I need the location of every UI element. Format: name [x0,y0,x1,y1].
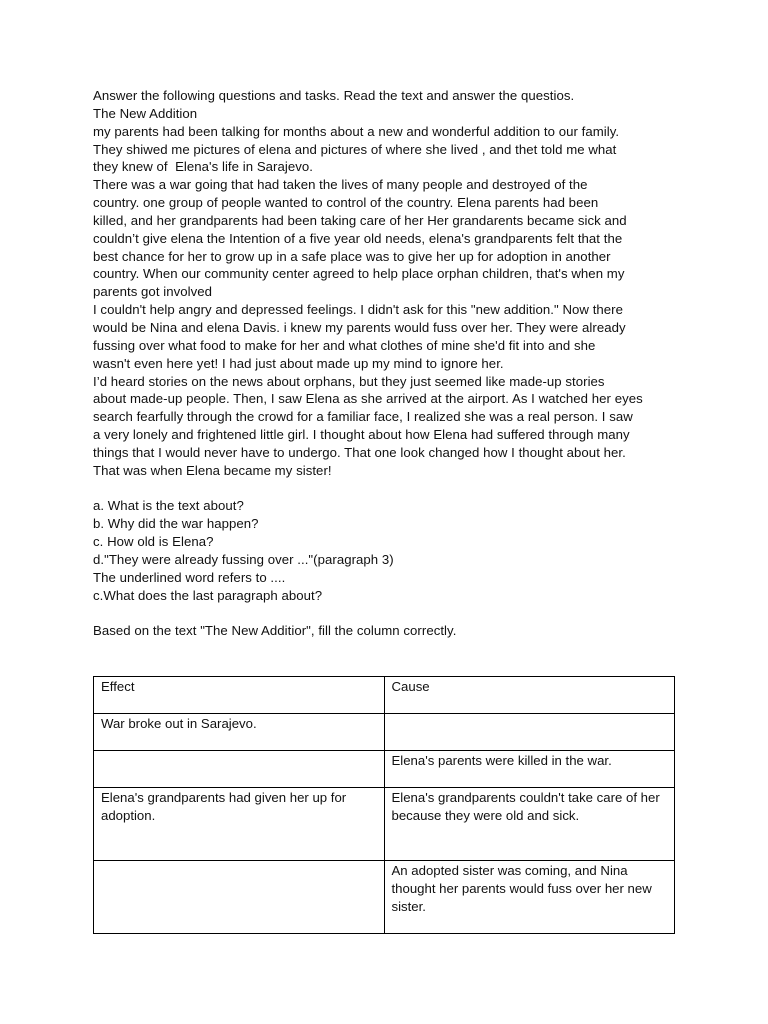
text-line: I’d heard stories on the news about orphans, but they just seemed like made-up stories [93,373,605,389]
paragraph-2 [93,176,683,301]
text-line: killed, and her grandparents had been taking care of her Her grandarents became sick and [93,212,627,228]
cause-cell: Elena's parents were killed in the war. [384,751,675,788]
table-instruction: Based on the text "The New Additior", fill the column correctly. [93,623,457,639]
text-line: a very lonely and frightened little girl. I thought about how Elena had suffered through many [93,427,630,443]
text-line: fussing over what food to make for her and what clothes of mine she'd fit into and she [93,337,596,353]
text-line: my parents had been talking for months about a new and wonderful addition to our family. [93,123,620,139]
question-item: b. Why did the war happen? [93,516,259,532]
cause-cell: An adopted sister was coming, and Nina thought her parents would fuss over her new sister. [384,861,675,934]
header-cause: Cause [384,677,675,714]
table-row [94,861,675,934]
text-line: They shiwed me pictures of elena and pictures of where she lived , and thet told me what [93,141,617,157]
table-row [94,714,675,751]
questions-list [93,497,683,604]
text-line: things that I would never have to undergo. That one look changed how I thought about her. [93,444,626,460]
question-item: c.What does the last paragraph about? [93,587,323,603]
table-row [94,751,675,788]
spacer [93,604,683,622]
question-item: The underlined word refers to .... [93,569,286,585]
text-line: about made-up people. Then, I saw Elena as she arrived at the airport. As I watched her eyes [93,391,643,407]
effect-cell: War broke out in Sarajevo. [94,714,385,751]
text-line: There was a war going that had taken the lives of many people and destroyed of the [93,177,588,193]
text-line: best chance for her to grow up in a safe place was to give her up for adoption in another [93,248,611,264]
cause-cell-text: Elena's grandparents couldn't take care of her because they were old and sick. [391,790,660,823]
cause-effect-table [93,676,675,934]
document-body [93,87,683,640]
table-row [94,788,675,861]
header-effect: Effect [94,677,385,714]
text-line: they knew of Elena's life in Sarajevo. [93,159,313,175]
question-item: c. How old is Elena? [93,534,214,550]
text-line: couldn’t give elena the Intention of a five year old needs, elena's grandparents felt that the [93,230,623,246]
paragraph-4 [93,373,683,480]
effect-cell: Elena's grandparents had given her up for adoption. [94,788,385,861]
effect-cell-blank [94,861,385,934]
cause-cell [384,788,675,861]
paragraph-1 [93,123,683,177]
text-line: search fearfully through the crowd for a familiar face, I realized she was a real person. I saw [93,409,633,425]
cause-cell-blank [384,714,675,751]
paragraph-3 [93,301,683,372]
instructions: Answer the following questions and tasks. Read the text and answer the questios. [93,88,575,103]
text-line: That was when Elena became my sister! [93,462,332,478]
text-line: country. one group of people wanted to control of the country. Elena parents had been [93,195,599,211]
story-title: The New Addition [93,105,198,121]
question-item: a. What is the text about? [93,498,244,514]
text-line: wasn't even here yet! I had just about made up my mind to ignore her. [93,355,504,371]
text-line: I couldn't help angry and depressed feelings. I didn't ask for this "new addition." Now there [93,302,624,318]
text-line: would be Nina and elena Davis. i knew my parents would fuss over her. They were already [93,319,626,335]
table-header-row [94,677,675,714]
question-item: d."They were already fussing over ..."(paragraph 3) [93,551,394,567]
spacer [93,480,683,498]
text-line: country. When our community center agreed to help place orphan children, that's when my [93,266,625,282]
text-line: parents got involved [93,284,213,300]
effect-cell-blank [94,751,385,788]
